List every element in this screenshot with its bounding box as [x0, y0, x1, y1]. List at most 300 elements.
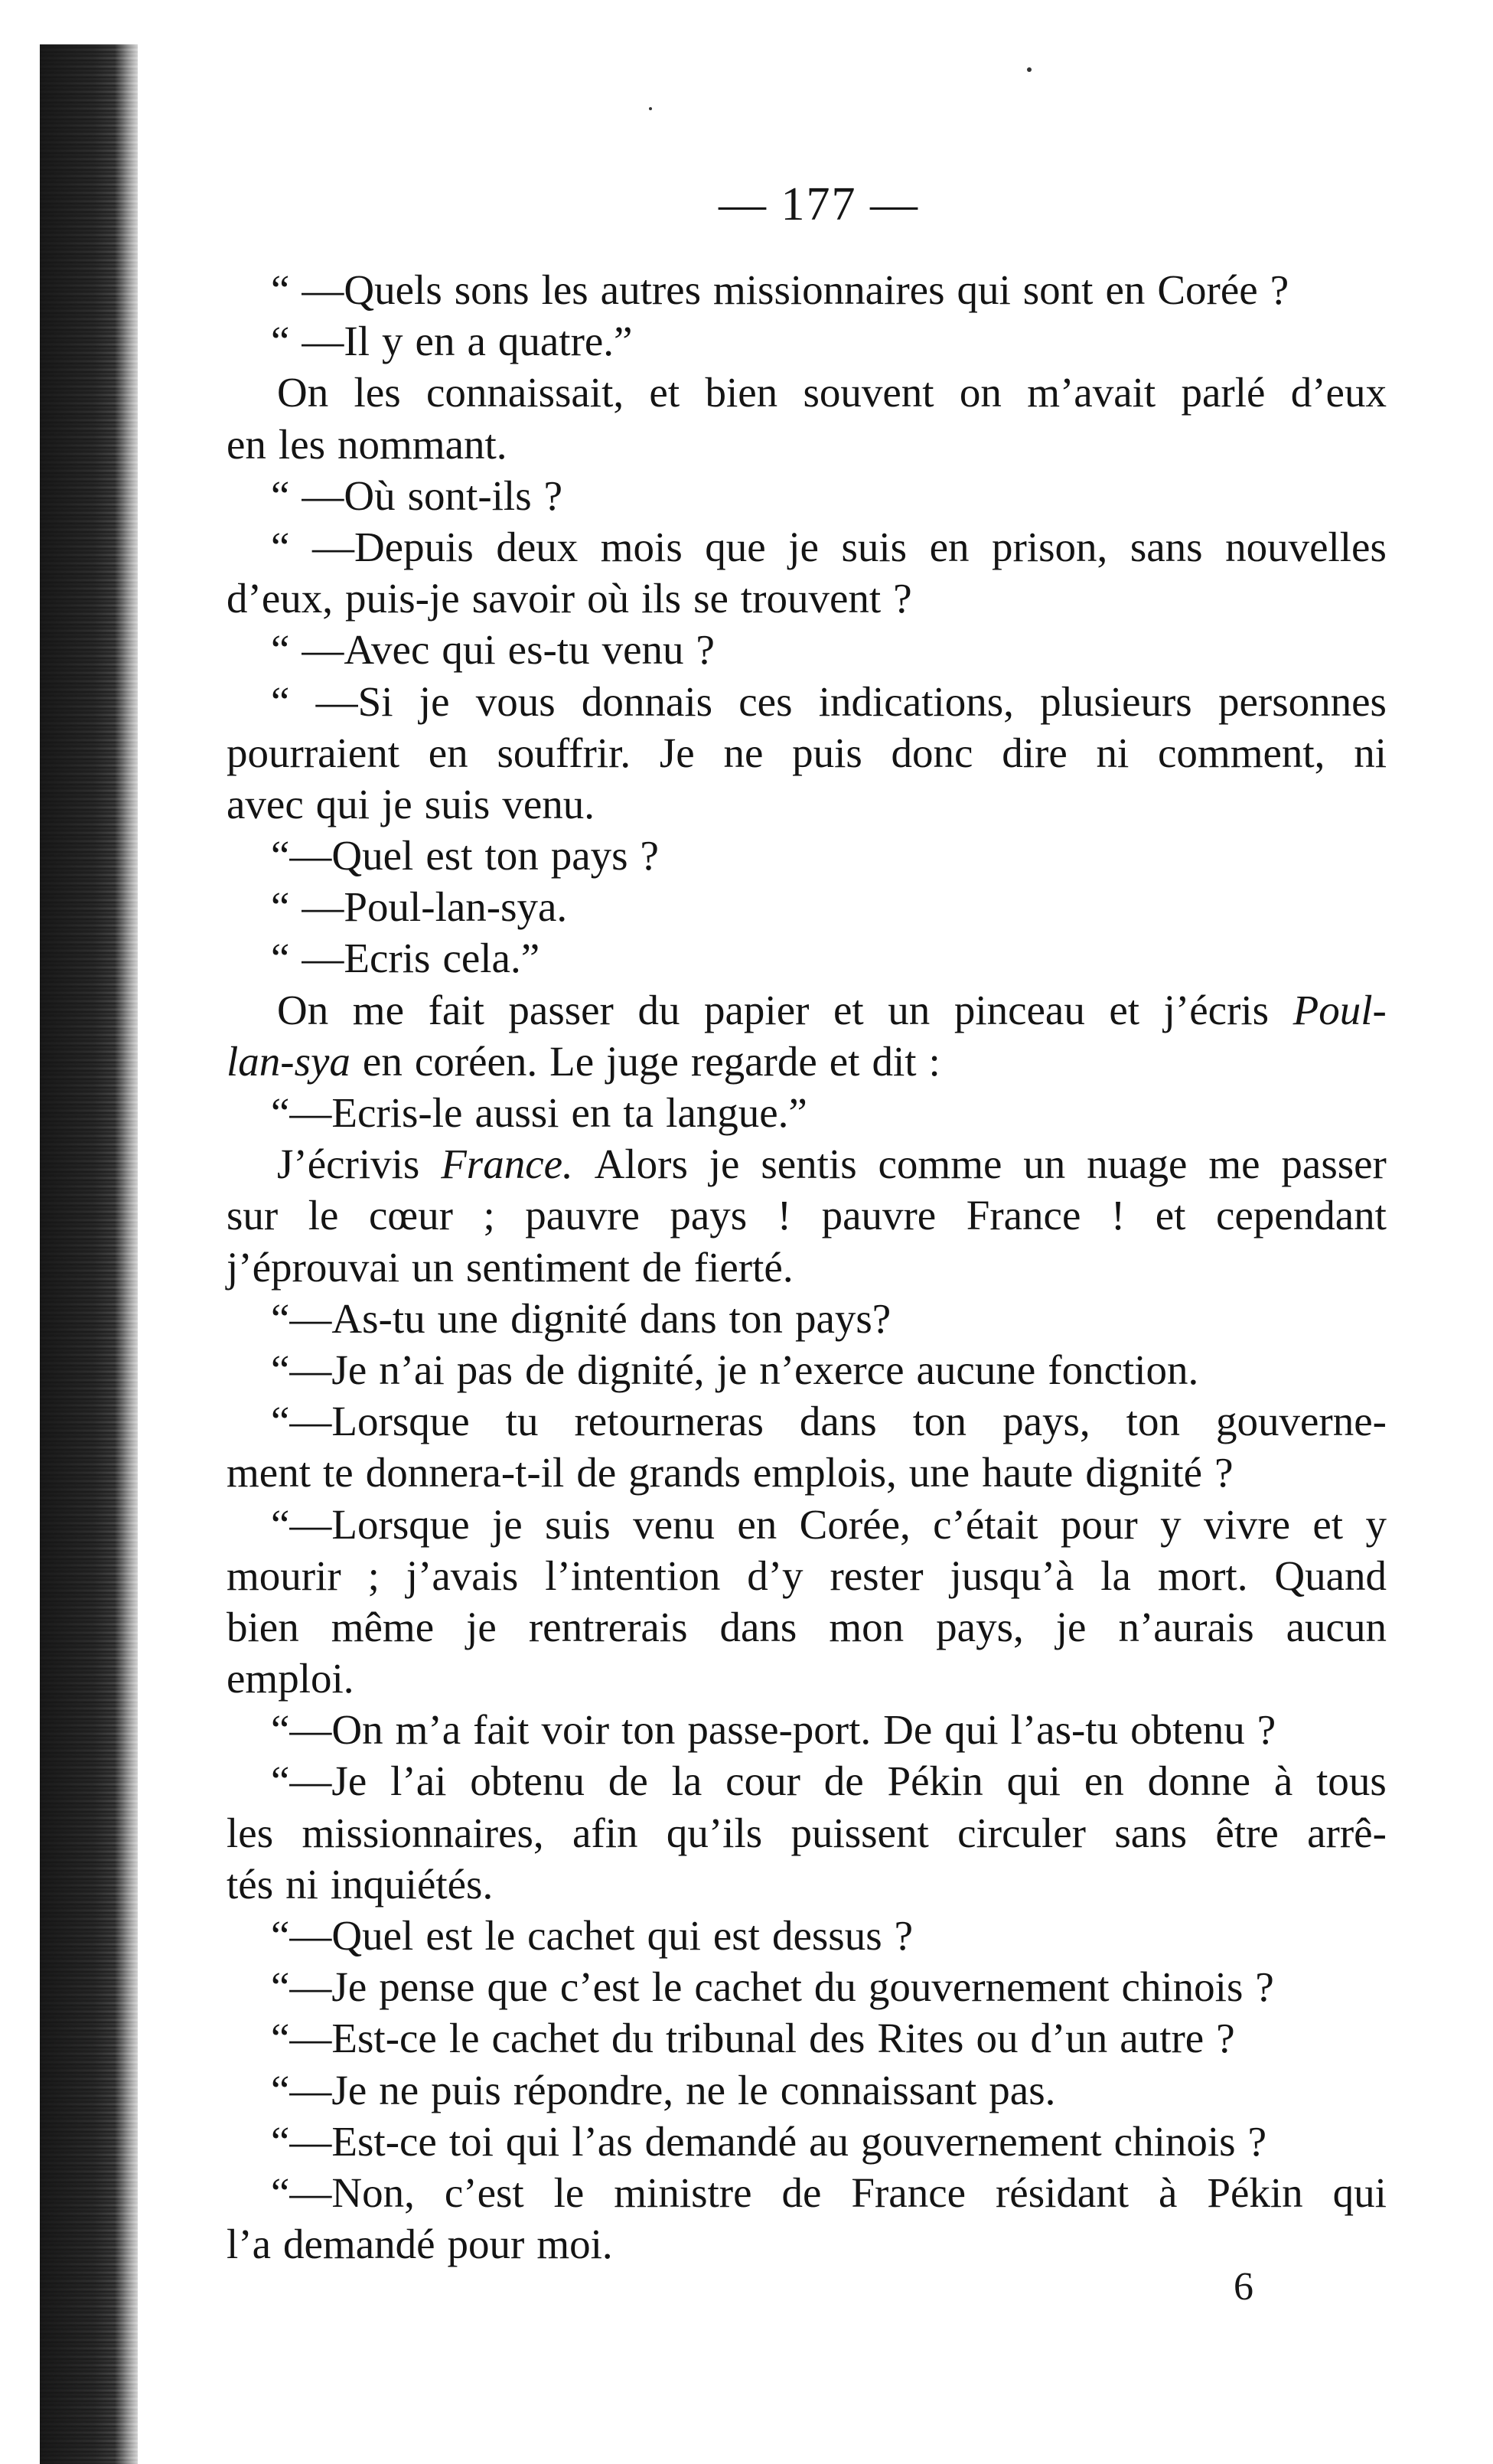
word: être	[1215, 1809, 1279, 1856]
word: deux	[496, 523, 579, 570]
word: personnes	[1218, 677, 1387, 725]
word: pourraient	[227, 729, 400, 776]
word: comment,	[1158, 729, 1325, 776]
word: “	[271, 935, 290, 982]
word: une	[437, 1294, 499, 1342]
word: —Si	[315, 677, 393, 725]
word: fait	[473, 1706, 530, 1754]
word: pas	[456, 1346, 513, 1393]
dialogue-line	[227, 521, 1387, 573]
word: a	[467, 318, 486, 365]
word: le	[737, 2066, 768, 2113]
word: Poul-	[1293, 986, 1387, 1033]
word: obtenu	[1130, 1706, 1245, 1754]
word: ne	[379, 2066, 419, 2113]
word: ?	[1216, 2015, 1235, 2062]
text-line	[227, 1653, 1387, 1704]
word: pinceau	[953, 986, 1085, 1033]
paragraph-line	[227, 1138, 1387, 1190]
scan-speck	[1027, 67, 1032, 72]
word: puis-je	[344, 575, 460, 622]
word: le	[448, 2015, 480, 2062]
word: “—Je	[271, 2066, 367, 2113]
word: ni	[1096, 729, 1130, 776]
word: “—Non,	[271, 2169, 415, 2216]
word: tribunal	[665, 2015, 797, 2062]
word: pays,	[936, 1603, 1024, 1650]
word: je	[466, 1603, 497, 1650]
word: un	[1023, 1141, 1066, 1188]
word: arrê-	[1307, 1809, 1387, 1856]
word: n’ai	[379, 1346, 445, 1393]
word: ?	[543, 472, 563, 519]
word: me	[1208, 1141, 1260, 1188]
word: n’exerce	[759, 1346, 905, 1393]
text-line	[227, 1190, 1387, 1241]
word: qui	[957, 266, 1011, 313]
word: —Où	[302, 472, 396, 519]
word: Pékin	[1207, 2169, 1303, 2216]
word: donc	[891, 729, 973, 776]
word: ces	[738, 677, 793, 725]
word: de	[641, 1243, 682, 1291]
dialogue-line	[227, 2012, 1387, 2064]
word: —Avec	[302, 626, 430, 674]
word: et	[649, 369, 680, 416]
word: jusqu’à	[950, 1552, 1074, 1599]
word: —Poul-lan-sya.	[302, 883, 568, 931]
dialogue-line	[227, 676, 1387, 727]
dialogue-line	[227, 624, 1387, 675]
word: j’éprouvai	[227, 1243, 400, 1291]
word: c’est	[559, 1963, 640, 2011]
word: connaissant	[780, 2066, 977, 2113]
word: pour	[447, 2221, 525, 2268]
word: sans	[1114, 1809, 1188, 1856]
word: tés	[227, 1860, 274, 1908]
gutter-edge	[115, 44, 145, 2464]
dialogue-line	[227, 1293, 1387, 1344]
word: que	[487, 1963, 548, 2011]
word: n’aurais	[1118, 1603, 1254, 1650]
word: vous	[475, 677, 556, 725]
word: ni	[285, 1860, 318, 1908]
word: d’eux	[1290, 369, 1387, 416]
word: en	[415, 318, 455, 365]
word: de	[781, 2169, 822, 2216]
word: le	[484, 1912, 516, 1959]
word: que	[705, 523, 766, 570]
text-line	[227, 1859, 1387, 1910]
word: tu	[505, 1398, 539, 1445]
word: “—Est-ce	[271, 2015, 437, 2062]
word: plusieurs	[1040, 677, 1192, 725]
dialogue-line	[227, 1344, 1387, 1395]
word: ni	[1354, 729, 1387, 776]
word: “	[271, 318, 290, 365]
word: je	[1055, 1603, 1087, 1650]
word: autre	[1120, 2015, 1205, 2062]
word: du	[637, 986, 680, 1033]
word: du	[611, 2015, 654, 2062]
dialogue-line	[227, 1499, 1387, 1550]
word: qu’ils	[666, 1809, 763, 1856]
word: souffrir.	[497, 729, 631, 776]
word: je	[419, 677, 450, 725]
word: dans	[719, 1603, 797, 1650]
word: donnera-t-il	[365, 1449, 565, 1496]
word: cachet	[491, 2015, 599, 2062]
word: ministre	[614, 2169, 752, 2216]
word: juge	[606, 1037, 679, 1085]
word: sons	[454, 266, 530, 313]
word: “—As-tu	[271, 1294, 425, 1342]
word: gouverne-	[1215, 1398, 1387, 1445]
word: qui	[647, 1912, 701, 1959]
word: grands	[628, 1449, 741, 1496]
word: venu	[601, 626, 684, 674]
word: coréen.	[414, 1037, 538, 1085]
word: en	[737, 1500, 777, 1548]
word: “—Quel	[271, 1912, 414, 1959]
word: “—Quel	[271, 832, 414, 880]
word: ne	[723, 729, 764, 776]
word: qui	[315, 780, 370, 827]
word: la	[1100, 1552, 1131, 1599]
word: circuler	[957, 1809, 1086, 1856]
word: cependant	[1215, 1192, 1387, 1239]
word: ?	[1255, 1963, 1274, 2011]
text-line	[227, 1036, 1387, 1087]
word: toi	[448, 2117, 494, 2165]
word: chinois	[1121, 1963, 1244, 2011]
word: pour	[1060, 1500, 1138, 1548]
dialogue-line	[227, 932, 1387, 984]
word: gouvernement	[868, 1963, 1110, 2011]
word: en	[1084, 1757, 1124, 1805]
word: ton	[1126, 1398, 1180, 1445]
word: sur	[227, 1192, 279, 1239]
word: des	[809, 2015, 865, 2062]
word: en	[227, 420, 266, 468]
word: dignité	[1085, 1449, 1203, 1496]
word: les	[227, 1809, 274, 1856]
word: avec	[227, 780, 304, 827]
dialogue-line	[227, 830, 1387, 881]
word: cachet	[694, 1963, 802, 2011]
word: “	[271, 626, 290, 674]
word: passer	[1281, 1141, 1387, 1188]
word: Alors	[594, 1141, 688, 1188]
word: pays,	[1002, 1398, 1090, 1445]
dialogue-line	[227, 470, 1387, 521]
word: venu.	[502, 780, 595, 827]
word: est	[425, 1912, 473, 1959]
word: pas.	[989, 2066, 1056, 2113]
word: ?	[894, 1912, 914, 1959]
dialogue-line	[227, 1755, 1387, 1806]
text-line	[227, 1550, 1387, 1601]
text-line	[227, 2218, 1387, 2270]
word: je	[716, 1346, 748, 1393]
dialogue-line	[227, 1910, 1387, 1961]
word: un	[412, 1243, 455, 1291]
word: le	[308, 1192, 339, 1239]
word: donne	[1147, 1757, 1251, 1805]
signature-mark: 6	[1234, 2265, 1253, 2309]
word: m’a	[395, 1706, 461, 1754]
word: d’eux,	[227, 575, 333, 622]
paragraph-line	[227, 984, 1387, 1036]
word: retourneras	[574, 1398, 764, 1445]
word: j’avais	[406, 1552, 519, 1599]
word: en	[362, 1037, 403, 1085]
word: ?	[893, 575, 912, 622]
word: en	[929, 523, 970, 570]
word: venu	[633, 1500, 715, 1548]
word: à	[1159, 2169, 1178, 2216]
word: ton	[621, 1706, 676, 1754]
word: et	[829, 1037, 860, 1085]
word: “	[271, 472, 290, 519]
dialogue-line	[227, 1961, 1387, 2012]
word: dignité,	[577, 1346, 705, 1393]
word: mon	[829, 1603, 905, 1650]
word: la	[671, 1757, 702, 1805]
word: Le	[549, 1037, 595, 1085]
word: je	[382, 780, 412, 827]
word: cachet	[527, 1912, 635, 1959]
word: J’écrivis	[277, 1141, 420, 1188]
word: ?	[1257, 1706, 1276, 1754]
word: passer	[508, 986, 614, 1033]
word: qui	[1332, 2169, 1387, 2216]
dialogue-line	[227, 2167, 1387, 2218]
word: cœur	[368, 1192, 453, 1239]
text-line	[227, 419, 1387, 470]
word: pays	[550, 832, 628, 880]
word: obtenu	[470, 1757, 585, 1805]
word: pauvre	[525, 1192, 640, 1239]
word: cela.”	[442, 935, 540, 982]
text-line	[227, 1447, 1387, 1498]
word: pauvre	[821, 1192, 937, 1239]
word: qui	[505, 2117, 560, 2165]
word: je	[788, 523, 819, 570]
word: m’avait	[1027, 369, 1156, 416]
text-line	[227, 1807, 1387, 1859]
dialogue-line	[227, 881, 1387, 932]
word: l’a	[227, 2221, 272, 2268]
dialogue-line	[227, 2116, 1387, 2167]
word: —Il	[302, 318, 370, 365]
word: puissent	[791, 1809, 929, 1856]
word: pays	[670, 1192, 748, 1239]
word: souvent	[803, 369, 934, 416]
word: On	[277, 369, 329, 416]
word: “—Ecris-le	[271, 1089, 463, 1136]
word: !	[777, 1192, 792, 1239]
word: où	[587, 575, 630, 622]
word: rester	[830, 1552, 924, 1599]
word: sentiment	[466, 1243, 630, 1291]
word: “	[271, 677, 290, 725]
word: et	[1155, 1192, 1186, 1239]
word: un	[888, 986, 931, 1033]
word: nuage	[1087, 1141, 1188, 1188]
word: puis	[792, 729, 862, 776]
word: en	[428, 729, 468, 776]
word: prison,	[992, 523, 1108, 570]
word: indications,	[818, 677, 1014, 725]
text-line	[227, 778, 1387, 830]
word: le	[553, 2169, 585, 2216]
word: France.	[441, 1141, 573, 1188]
word: pays?	[794, 1294, 892, 1342]
word: On	[277, 986, 329, 1033]
text-line	[227, 1242, 1387, 1293]
word: parlé	[1181, 369, 1266, 416]
word: dans	[639, 1294, 717, 1342]
word: aucune	[916, 1346, 1036, 1393]
word: missionnaires,	[302, 1809, 544, 1856]
dialogue-line	[227, 1395, 1387, 1447]
word: pense	[379, 1963, 475, 2011]
word: je	[709, 1141, 740, 1188]
word: gouvernement	[861, 2117, 1102, 2165]
word: suis	[545, 1500, 611, 1548]
word: ment	[227, 1449, 311, 1496]
body-text	[227, 264, 1387, 2270]
word: —Ecris	[302, 935, 431, 982]
word: je	[492, 1500, 523, 1548]
word: nouvelles	[1225, 523, 1387, 570]
word: même	[331, 1603, 435, 1650]
dialogue-line	[227, 315, 1387, 367]
word: se	[693, 575, 729, 622]
word: bien	[227, 1603, 299, 1650]
word: donnais	[581, 677, 713, 725]
word: me	[352, 986, 404, 1033]
word: autres	[600, 266, 701, 313]
word: ;	[483, 1192, 495, 1239]
word: dignité	[510, 1294, 628, 1342]
word: dire	[1002, 729, 1068, 776]
word: une	[908, 1449, 970, 1496]
word: “—Lorsque	[271, 1500, 470, 1548]
word: savoir	[471, 575, 575, 622]
word: Corée	[1157, 266, 1258, 313]
word: vivre	[1203, 1500, 1290, 1548]
word: lan-sya	[227, 1037, 350, 1085]
word: ?	[696, 626, 715, 674]
word: dans	[799, 1398, 877, 1445]
word: y	[382, 318, 403, 365]
word: ne	[686, 2066, 725, 2113]
word: les	[354, 369, 401, 416]
word: fait	[428, 986, 484, 1033]
word: “—Lorsque	[271, 1398, 470, 1445]
word: les	[541, 266, 588, 313]
dialogue-line	[227, 1087, 1387, 1138]
word: qui	[442, 626, 496, 674]
word: “	[271, 266, 290, 313]
word: ?	[1214, 1449, 1234, 1496]
word: Je	[659, 729, 695, 776]
word: nommant.	[337, 420, 507, 468]
word: répondre,	[513, 2066, 674, 2113]
word: on	[959, 369, 1002, 416]
word: ton	[912, 1398, 967, 1445]
word: mois	[600, 523, 683, 570]
word: fierté.	[693, 1243, 794, 1291]
word: emploi.	[227, 1655, 354, 1702]
word: “—On	[271, 1706, 383, 1754]
word: emplois,	[752, 1449, 897, 1496]
word: sans	[1130, 523, 1203, 570]
word: mort.	[1157, 1552, 1248, 1599]
word: haute	[982, 1449, 1074, 1496]
word: rentrerais	[528, 1603, 688, 1650]
word: “	[271, 883, 290, 931]
word: est	[712, 1912, 760, 1959]
word: ?	[1270, 266, 1289, 313]
word: sont	[1022, 266, 1094, 313]
word: c’est	[444, 2169, 524, 2216]
word: et	[1312, 1500, 1344, 1548]
word: de	[576, 1449, 617, 1496]
word: langue.”	[666, 1089, 807, 1136]
word: puis	[431, 2066, 501, 2113]
word: suis	[424, 780, 491, 827]
word: ton	[729, 1294, 783, 1342]
word: en	[571, 1089, 611, 1136]
word: l’ai	[390, 1757, 447, 1805]
word: et	[833, 986, 864, 1033]
word: tous	[1316, 1757, 1387, 1805]
word: regarde	[690, 1037, 817, 1085]
word: —Depuis	[311, 523, 474, 570]
word: bien	[705, 369, 778, 416]
word: ;	[367, 1552, 380, 1599]
word: de	[608, 1757, 648, 1805]
word: d’un	[1030, 2015, 1108, 2062]
word: à	[1273, 1757, 1293, 1805]
text-line	[227, 1601, 1387, 1653]
word: ils	[641, 575, 682, 622]
word: j’écris	[1163, 986, 1270, 1033]
word: les	[278, 420, 326, 468]
word: “—Je	[271, 1963, 367, 2011]
word: “	[271, 523, 290, 570]
word: quatre.”	[497, 318, 633, 365]
word: c’était	[933, 1500, 1038, 1548]
word: trouvent	[740, 575, 882, 622]
dialogue-line	[227, 2064, 1387, 2116]
word: ?	[640, 832, 659, 880]
word: chinois	[1113, 2117, 1236, 2165]
word: y	[1160, 1500, 1182, 1548]
word: en	[1105, 266, 1146, 313]
word: sentis	[761, 1141, 857, 1188]
word: France	[966, 1192, 1081, 1239]
word: te	[322, 1449, 354, 1496]
page-number: — 177 —	[719, 178, 919, 230]
word: comme	[878, 1141, 1002, 1188]
word: au	[809, 2117, 849, 2165]
word: ton	[484, 832, 539, 880]
word: aussi	[474, 1089, 559, 1136]
